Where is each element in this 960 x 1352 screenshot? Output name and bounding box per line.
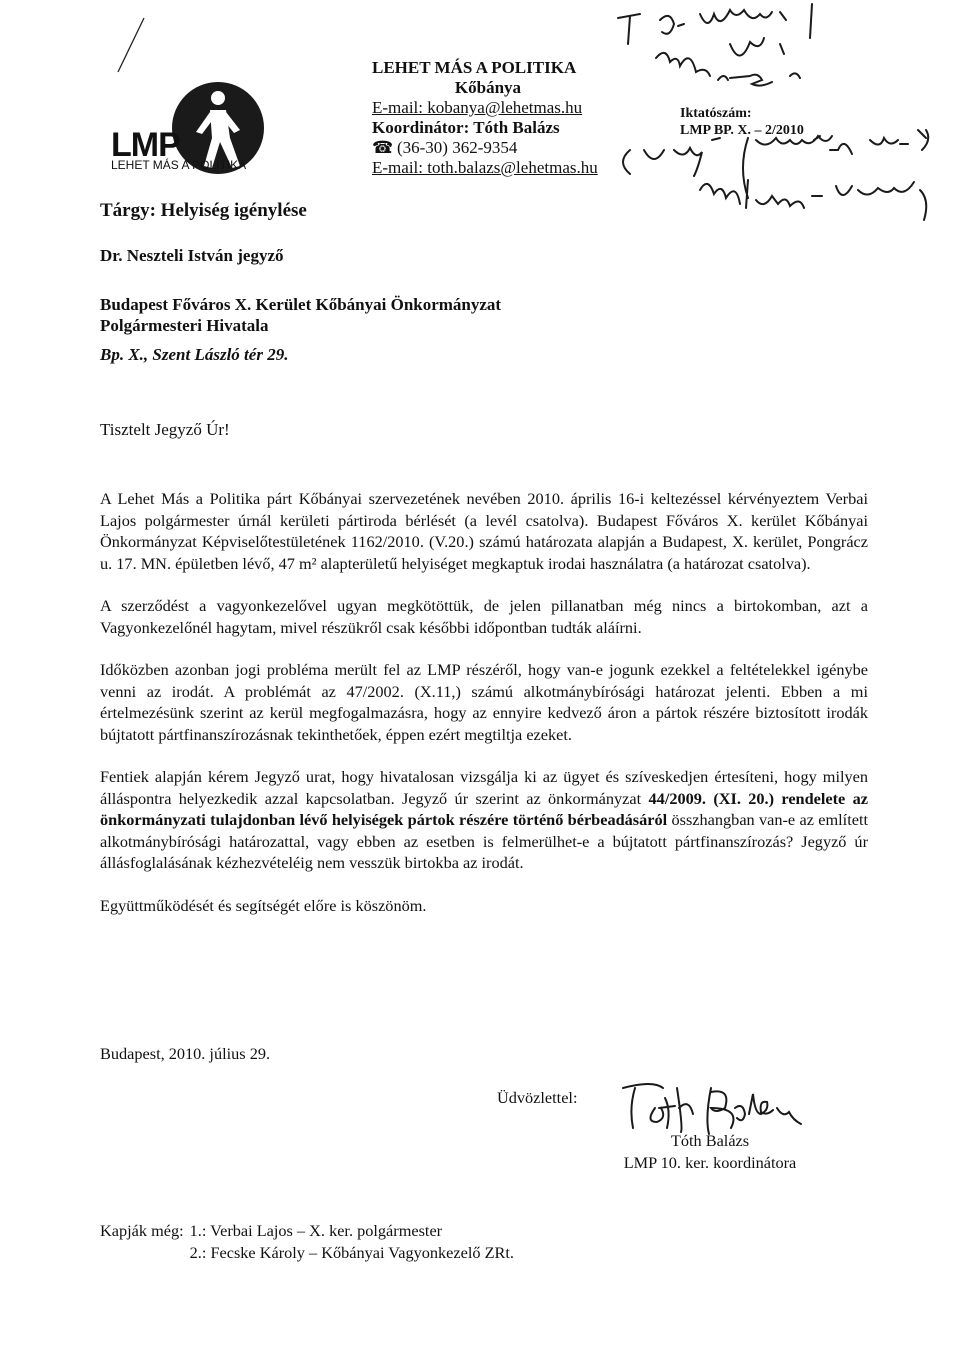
- signer-block: [606, 1130, 814, 1174]
- signature-scribble: [615, 1078, 835, 1138]
- handwritten-signature: [615, 1078, 835, 1138]
- cc-item: 2.: Fecske Károly – Kőbányai Vagyonkezelő ZRt.: [189, 1243, 514, 1262]
- paragraph-4-part-a: Fentiek alapján kérem Jegyző urat, hogy hivatalosan vizsgálja ki az ügyet és szíveskedjen értesíteni, hogy milyen álláspontra helyezkedik azzal kapcsolatban. Jegyző úr szerint az önkormányzat: [100, 767, 868, 808]
- recipient-line3: Bp. X., Szent László tér 29.: [100, 345, 289, 364]
- sender-district: Kőbánya: [454, 78, 522, 97]
- paragraph-4: [100, 766, 868, 874]
- paragraph-3: Időközben azonban jogi probléma merült fel az LMP részéről, hogy van-e jogunk ezekkel a feltételekkel igénybe venni az irodát. A problémát az 47/2002. (X.11,) számú alkotmánybírósági határozat jelenti. Ebben a mi értelmezésünk szerint az kerül megfogalmazásra, hogy az ennyire kedvező áron a pártok részére biztosított irodák bújtatott pártfinanszírozásnak tekinthetőek, éppen ezért megtiltja ezeket.: [100, 660, 868, 744]
- signer-title: LMP 10. ker. koordinátora: [623, 1153, 797, 1172]
- recipient-line2: Polgármesteri Hivatala: [100, 316, 269, 335]
- subject-line: Tárgy: Helyiség igénylése: [100, 200, 307, 221]
- recipient-address: [100, 294, 501, 365]
- sender-email2[interactable]: [372, 158, 604, 178]
- cc-block: [100, 1220, 520, 1264]
- sender-phone: : (36-30) 362-9354: [388, 138, 518, 157]
- sender-block: [372, 58, 604, 178]
- recipient-line1: Budapest Főváros X. Kerület Kőbányai Önkormányzat: [100, 295, 502, 314]
- salutation: Tisztelt Jegyző Úr!: [100, 420, 230, 439]
- paragraph-1: A Lehet Más a Politika párt Kőbányai szervezetének nevében 2010. április 16-i keltezéssel kérvényeztem Verbai Lajos polgármester úrnál kerületi pártiroda bérlését (a levél csatolva). Budapest Főváros X. kerület Kőbányai Önkormányzat Képviselőtestületének 1162/2010. (V.20.) számú határozata alapján a Budapest, X. kerület, Pongrácz u. 17. MN. épületben lévő, 47 m² alapterületű helyiséget megkaptuk irodai használatra (a határozat csatolva).: [100, 489, 868, 573]
- paragraph-2: A szerződést a vagyonkezelővel ugyan megkötöttük, de jelen pillanatban még nincs a birtokomban, azt a Vagyonkezelőnél hagytam, mivel részükről csak későbbi időpontban tudták aláírni.: [100, 596, 868, 637]
- registry-block: [680, 105, 804, 139]
- phone-icon: ☎: [372, 138, 394, 157]
- walking-figure-icon: [100, 20, 260, 200]
- sender-phone-row: [372, 138, 604, 158]
- closing: Üdvözlettel:: [497, 1088, 578, 1107]
- date-line: Budapest, 2010. július 29.: [100, 1044, 271, 1063]
- sender-org: LEHET MÁS A POLITIKA: [372, 58, 577, 77]
- logo-subtitle: LEHET MÁS A POLITIKA: [111, 158, 247, 172]
- paragraph-4-regulation: 44/2009. (XI. 20.) rendelete az önkormányzati tulajdonban lévő helyiségek pártok részére történő bérbeadásáról: [100, 788, 869, 829]
- sender-email2-link[interactable]: E-mail: toth.balazs@lehetmas.hu: [372, 158, 598, 177]
- lmp-logo: [100, 20, 260, 200]
- cc-label: Kapják még:: [100, 1221, 184, 1240]
- signer-name: Tóth Balázs: [670, 1131, 750, 1150]
- registry-value: LMP BP. X. – 2/2010: [680, 123, 804, 138]
- logo-acronym: LMP: [111, 126, 180, 164]
- sender-email[interactable]: [372, 98, 604, 118]
- letter-body: [100, 488, 868, 937]
- registry-label: Iktatószám:: [680, 106, 752, 121]
- sender-email-link[interactable]: E-mail: kobanya@lehetmas.hu: [372, 98, 583, 117]
- paragraph-4-part-c: összhangban van-e az említett alkotmánybírósági határozattal, vagy ebben az esetben is felmerülhet-e a bújtatott pártfinanszírozás? Jegyző úr állásfoglalásának kézhezvételéig nem vesszük birtokba az irodát.: [100, 810, 868, 872]
- recipient-name: Dr. Neszteli István jegyző: [100, 246, 284, 265]
- paragraph-5: Együttműködését és segítségét előre is köszönöm.: [100, 895, 427, 915]
- sender-coordinator: Koordinátor: Tóth Balázs: [372, 118, 560, 137]
- cc-item: 1.: Verbai Lajos – X. ker. polgármester: [189, 1221, 443, 1240]
